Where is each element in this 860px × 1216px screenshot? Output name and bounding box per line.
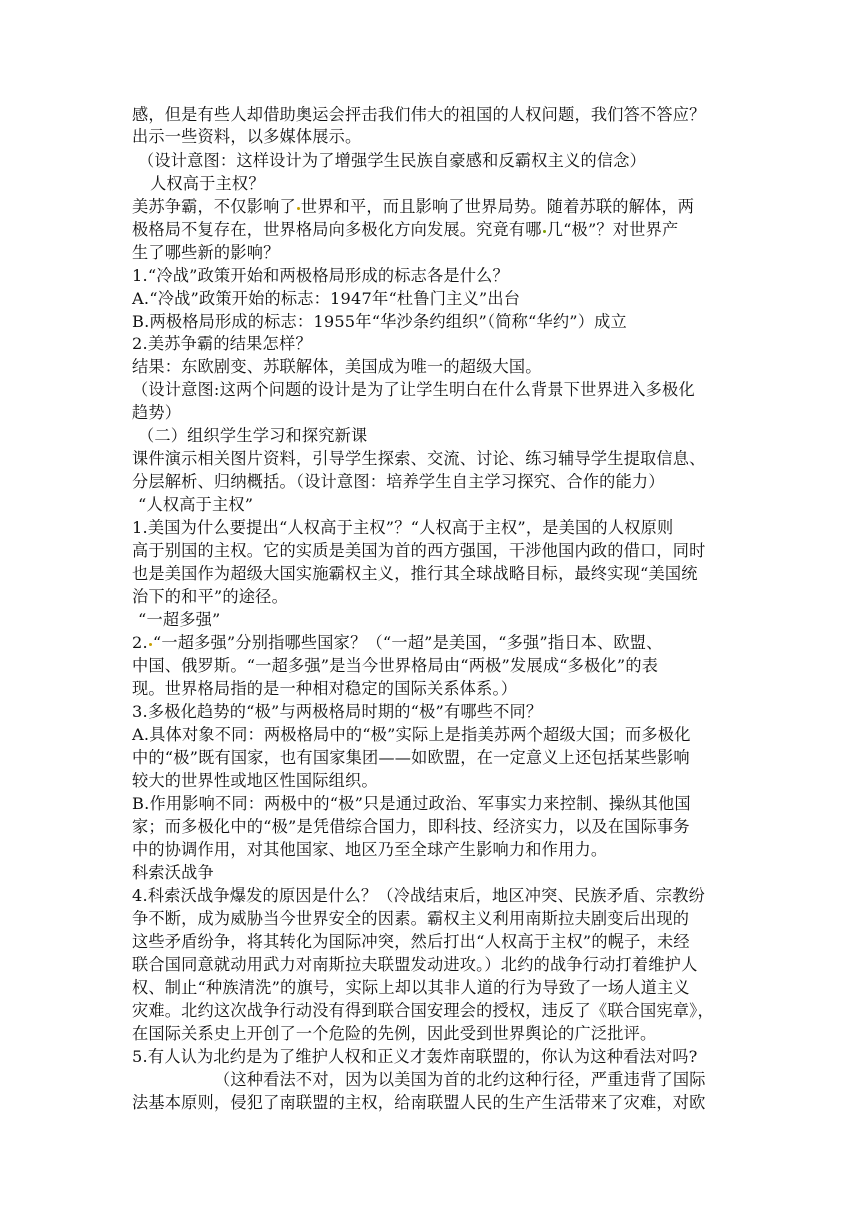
paragraph-line: （这种看法不对，因为以美国为首的北约这种行径，严重违背了国际: [214, 1070, 706, 1089]
paragraph-line: 也是美国作为超级大国实施霸权主义，推行其全球战略目标，最终实现“美国统: [132, 564, 698, 583]
paragraph-line: [132, 196, 694, 218]
paragraph-line: 较大的世界性或地区性国际组织。: [132, 771, 378, 790]
topic-heading: “一超多强”: [138, 610, 221, 629]
text-segment: 美苏争霸，不仅影响了: [132, 197, 296, 216]
question-line: 2.美苏争霸的结果怎样？: [132, 334, 312, 353]
paragraph-line: 治下的和平”的途径。: [132, 587, 288, 606]
marker-dot: [297, 207, 300, 210]
paragraph-line: 现。世界格局指的是一种相对稳定的国际关系体系。）: [132, 679, 518, 698]
text-segment: 几“极”？对世界产: [546, 220, 679, 239]
paragraph-line: 感，但是有些人却借助奥运会抨击我们伟大的祖国的人权问题，我们答不答应？: [132, 105, 706, 124]
design-intent-note: （设计意图：这样设计为了增强学生民族自豪感和反霸权主义的信念）: [138, 151, 647, 170]
paragraph-line: 中国、俄罗斯。“一超多强”是当今世界格局由“两极”发展成“多极化”的表: [132, 656, 659, 675]
answer-line: A.具体对象不同：两极格局中的“极”实际上是指美苏两个超级大国；而多极化: [132, 725, 691, 744]
paragraph-line: 在国际关系史上开创了一个危险的先例，因此受到世界舆论的广泛批评。: [132, 1024, 657, 1043]
answer-line: B.作用影响不同：两极中的“极”只是通过政治、军事实力来控制、操纵其他国: [132, 794, 691, 813]
section-heading: 人权高于主权？: [150, 174, 265, 193]
question-line: 4.科索沃战争爆发的原因是什么？（冷战结束后，地区冲突、民族矛盾、宗教纷: [132, 886, 706, 905]
paragraph-line: 权、制止“种族清洗”的旗号，实际上却以其非人道的行为导致了一场人道主义: [132, 978, 690, 997]
paragraph-line: 法基本原则，侵犯了南联盟的主权，给南联盟人民的生产生活带来了灾难，对欧: [132, 1093, 706, 1112]
paragraph-line: 家；而多极化中的“极”是凭借综合国力，即科技、经济实力，以及在国际事务: [132, 817, 690, 836]
question-line: 1.美国为什么要提出“人权高于主权”？“人权高于主权”，是美国的人权原则: [132, 518, 674, 537]
marker-dot: [149, 643, 152, 646]
answer-line: 结果：东欧剧变、苏联解体，美国成为唯一的超级大国。: [132, 357, 542, 376]
paragraph-line: 灾难。北约这次战争行动没有得到联合国安理会的授权，违反了《联合国宪章》，: [132, 1001, 714, 1020]
marker-dot: [543, 230, 546, 233]
paragraph-line: 生了哪些新的影响？: [132, 243, 280, 262]
section-heading: （二）组织学生学习和探究新课: [138, 426, 368, 445]
question-line: [132, 632, 663, 654]
paragraph-line: 争不断，成为威胁当今世界安全的因素。霸权主义利用南斯拉夫剧变后出现的: [132, 909, 690, 928]
paragraph-line: [132, 219, 678, 241]
design-intent-note: 趋势）: [132, 403, 182, 422]
paragraph-line: 分层解析、归纳概括。（设计意图：培养学生自主学习探究、合作的能力）: [132, 472, 665, 491]
text-segment: 世界和平，而且影响了世界局势。随着苏联的解体，两: [300, 197, 695, 216]
paragraph-line: 出示一些资料，以多媒体展示。: [132, 127, 362, 146]
design-intent-note: （设计意图:这两个问题的设计是为了让学生明白在什么背景下世界进入多极化: [132, 380, 695, 399]
topic-heading: 科索沃战争: [132, 863, 214, 882]
question-line: 5.有人认为北约是为了维护人权和正义才轰炸南联盟的，你认为这种看法对吗?: [132, 1047, 698, 1066]
answer-line: B.两极格局形成的标志：1955年“华沙条约组织”（简称“华约”）成立: [132, 312, 627, 331]
text-segment: 2.: [132, 633, 148, 652]
paragraph-line: 中的“极”既有国家，也有国家集团——如欧盟，在一定意义上还包括某些影响: [132, 748, 690, 767]
paragraph-line: 这些矛盾纷争，将其转化为国际冲突，然后打出“人权高于主权”的幌子，未经: [132, 932, 690, 951]
text-segment: 极格局不复存在，世界格局向多极化方向发展。究竟有哪: [132, 220, 542, 239]
answer-line: A.“冷战”政策开始的标志：1947年“杜鲁门主义”出台: [132, 289, 521, 308]
paragraph-line: 联合国同意就动用武力对南斯拉夫联盟发动进攻。）北约的战争行动打着维护人: [132, 955, 698, 974]
question-line: 3.多极化趋势的“极”与两极格局时期的“极”有哪些不同？: [132, 702, 543, 721]
paragraph-line: 课件演示相关图片资料，引导学生探索、交流、讨论、练习辅导学生提取信息、: [132, 449, 706, 468]
text-segment: “一超多强”分别指哪些国家？（“一超”是美国，“多强”指日本、欧盟、: [152, 633, 663, 652]
paragraph-line: 中的协调作用，对其他国家、地区乃至全球产生影响力和作用力。: [132, 840, 608, 859]
paragraph-line: 高于别国的主权。它的实质是美国为首的西方强国，干涉他国内政的借口，同时: [132, 541, 706, 560]
question-line: 1.“冷战”政策开始和两极格局形成的标志各是什么？: [132, 266, 509, 285]
topic-heading: “人权高于主权”: [138, 495, 254, 514]
